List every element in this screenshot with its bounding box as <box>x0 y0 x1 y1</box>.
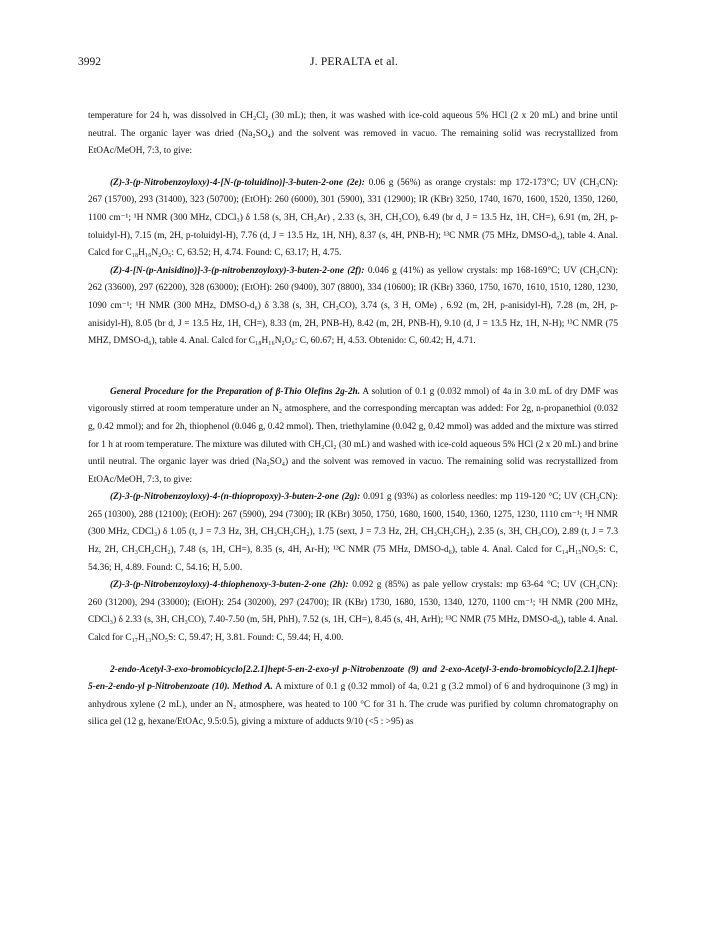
paragraph-compounds-9-10 <box>88 662 618 732</box>
compound-title: (Z)-3-(p-Nitrobenzoyloxy)-4-thiophenoxy-3-buten-2-one (2h): <box>110 580 349 591</box>
paragraph-compound-2e <box>88 175 618 263</box>
paragraph-general-procedure <box>88 384 618 490</box>
spacer <box>88 161 618 175</box>
article-body <box>88 108 618 732</box>
paragraph-compound-2g <box>88 489 618 577</box>
paragraph-text: A solution of 0.1 g (0.032 mmol) of 4a in 3.0 mL of dry DMF was vigorously stirred at room temperature under an N₂ atmosphere, and the corresponding mercaptan was added: For 2g, n-propanethiol (0.032 g, 0.42 mmol); and for 2h, thiophenol (0.046 g, 0.42 mmol). Then, triethylamine (0.042 g, 0.42 mmol) was added and the mixture was stirred for 1 h at room temperature. The mixture was diluted with CH₂Cl₂ (30 mL) and washed with ice-cold aqueous 5% HCl (2 x 20 mL) and brine until neutral. The organic layer was dried (Na₂SO₄) and the solvent was removed in vacuo. The remaining solid was recrystallized from EtOAc/MeOH, 7:3, to give: <box>88 386 618 485</box>
paragraph-text: 0.06 g (56%) as orange crystals: mp 172-173°C; UV (CH₃CN): 267 (15700), 293 (31400), 323 (50700); (EtOH): 260 (6000), 301 (5900), 331 (12900); IR (KBr) 3250, 1740, 1670, 1600, 1520, 1350, 1260, 1100 cm⁻¹; ¹H NMR (300 MHz, CDCl₃) δ 1.58 (s, 3H, CH₃Ar) , 2.33 (s, 3H, CH₃CO), 6.49 (br d, J = 13.5 Hz, 1H, CH=), 6.91 (m, 2H, p-toluidyl-H), 7.15 (m, 2H, p-toluidyl-H), 7.76 (d, J = 13.5 Hz, 1H, NH), 8.37 (s, 4H, PNB-H); ¹³C NMR (75 MHz, DMSO-d₆), table 4. Anal. Calcd for C₁₈H₁₆N₂O₅: C, 63.52; H, 4.74. Found: C, 63.17; H, 4.75. <box>88 177 618 259</box>
paragraph-compound-2f <box>88 263 618 351</box>
section-spacer <box>88 351 618 384</box>
paragraph-text: 0.091 g (93%) as colorless needles: mp 119-120 °C; UV (CH₃CN): 265 (10300), 288 (12100); (EtOH): 267 (5900), 294 (7300); IR (KBr) 3050, 1750, 1680, 1600, 1540, 1360, 1275, 1230, 1110 cm⁻¹; ¹H NMR (300 MHz, CDCl₃) δ 1.05 (t, J = 7.3 Hz, 3H, CH₃CH₂CH₂), 1.75 (sext, J = 7.3 Hz, 2H, CH₃CH₂CH₂), 2.35 (s, 3H, CH₃CO), 2.89 (t, J = 7.3 Hz, 2H, CH₃CH₂CH₂), 7.48 (s, 1H, CH=), 8.35 (s, 4H, Ar-H); ¹³C NMR (75 MHz, DMSO-d₆), table 4. Anal. Calcd for C₁₄H₁₅NO₅S: C, 54.36; H, 4.89. Found: C, 54.16; H, 5.00. <box>88 492 618 573</box>
running-head: J. PERALTA et al. <box>310 56 398 68</box>
paragraph-text: A mixture of 0.1 g (0.32 mmol) of 4a, 0.21 g (3.2 mmol) of 6 and hydroquinone (3 mg) in anhydrous xylene (2 mL), under an N₂ atmosphere, was heated to 100 °C for 31 h. The crude was purified by column chromatography on silica gel (12 g, hexane/EtOAc, 9.5:0.5), giving a mixture of adducts 9/10 (<5 : >95) as <box>88 682 618 728</box>
paragraph-text: 0.092 g (85%) as pale yellow crystals: mp 63-64 °C; UV (CH₃CN): 260 (31200), 294 (33000); (EtOH): 254 (30200), 297 (24700); IR (KBr) 1730, 1680, 1530, 1340, 1270, 1100 cm⁻¹; ¹H NMR (200 MHz, CDCl₃) δ 2.33 (s, 3H, CH₃CO), 7.40-7.50 (m, 5H, PhH), 7.52 (s, 1H, CH=), 8.45 (s, 4H, ArH); ¹³C NMR (75 MHz, DMSO-d₆), table 4. Anal. Calcd for C₁₇H₁₃NO₅S: C, 59.47; H, 3.81. Found: C, 59.44; H, 4.00. <box>88 580 618 644</box>
paragraph-workup <box>88 108 618 161</box>
compound-title: (Z)-4-[N-(p-Anisidino)]-3-(p-nitrobenzoyloxy)-3-buten-2-one (2f): <box>110 265 365 276</box>
paragraph-text: temperature for 24 h, was dissolved in CH₂Cl₂ (30 mL); then, it was washed with ice-cold aqueous 5% HCl (2 x 20 mL) and brine until neutral. The organic layer was dried (Na₂SO₄) and the solvent was removed in vacuo. The remaining solid was recrystallized from EtOAc/MeOH, 7:3, to give: <box>88 111 618 157</box>
compound-title: (Z)-3-(p-Nitrobenzoyloxy)-4-[N-(p-toluidino)]-3-buten-2-one (2e): <box>110 177 365 188</box>
compound-title: 2-endo-Acetyl-3-exo-bromobicyclo[2.2.1]hept-5-en-2-exo-yl p-Nitrobenzoate (9) and 2-exo-Acetyl-3-endo-bromobicyclo[2.2.1]hept-5-en-2-endo-yl p-Nitrobenzoate (10). Method A. <box>88 664 618 693</box>
page-number: 3992 <box>78 56 101 68</box>
section-spacer <box>88 648 618 662</box>
compound-title: (Z)-3-(p-Nitrobenzoyloxy)-4-(n-thiopropoxy)-3-buten-2-one (2g): <box>110 492 361 503</box>
procedure-title: General Procedure for the Preparation of β-Thio Olefins 2g-2h. <box>110 386 361 397</box>
paragraph-compound-2h <box>88 577 618 647</box>
page-header <box>78 56 605 72</box>
paragraph-text: 0.046 g (41%) as yellow crystals: mp 168-169°C; UV (CH₃CN): 262 (33600), 297 (62200), 328 (63000); (EtOH): 260 (9400), 307 (8800), 334 (10600); IR (KBr) 3360, 1750, 1670, 1610, 1510, 1280, 1230, 1090 cm⁻¹; ¹H NMR (300 MHz, DMSO-d₆) δ 3.38 (s, 3H, CH₃CO), 3.74 (s, 3 H, OMe) , 6.92 (m, 2H, p-anisidyl-H), 7.28 (m, 2H, p-anisidyl-H), 8.05 (br d, J = 13.5 Hz, 1H, CH=), 8.33 (m, 2H, PNB-H), 8.42 (m, 2H, PNB-H), 9.10 (d, J = 13.5 Hz, 1H, N-H); ¹³C NMR (75 MHZ, DMSO-d₆), table 4. Anal. Calcd for C₁₈H₁₆N₂O₆: C, 60.67; H, 4.53. Obtenido: C, 60.42; H, 4.71. <box>88 265 618 347</box>
